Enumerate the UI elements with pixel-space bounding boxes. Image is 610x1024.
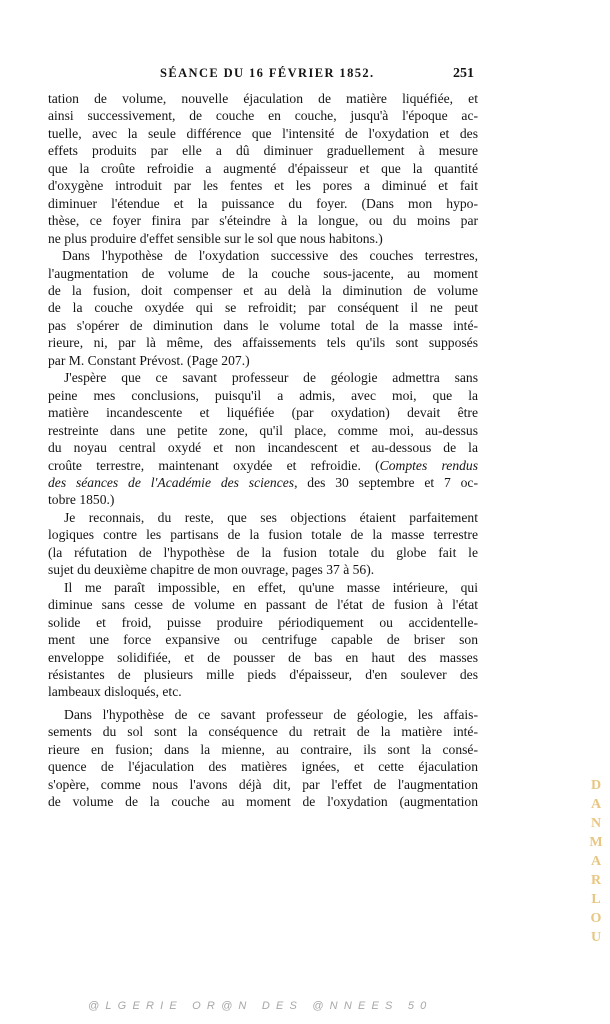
text-line: J'espère que ce savant professeur de géologie admettra sans xyxy=(64,370,478,386)
paragraph-2 xyxy=(48,247,478,369)
side-watermark-letter: A xyxy=(590,854,602,869)
text-line: diminue sans cesse de volume en passant de l'état de fusion à l'état xyxy=(48,597,478,613)
text-line: du noyau central oxydé et non incandescent et au-dessous de la xyxy=(48,440,478,456)
text-line: logiques contre les partisans de la fusion totale de la masse terrestre xyxy=(48,527,478,543)
paragraph-3 xyxy=(48,369,478,509)
text-line: thèse, ce foyer finira par s'éteindre à la longue, ou du moins par xyxy=(48,213,478,229)
side-watermark-letter: U xyxy=(590,930,602,945)
paragraph-6 xyxy=(48,706,478,811)
text-line: de volume de la couche au moment de l'oxydation (augmentation xyxy=(48,794,478,810)
text-line: de la couche oxydée qui se refroidit; par conséquent il ne peut xyxy=(48,300,478,316)
side-watermark-letter: O xyxy=(590,911,602,926)
page-header xyxy=(50,66,478,84)
text-line: l'augmentation de volume de la couche sous-jacente, au moment xyxy=(48,265,478,281)
text-line: effets produits par elle a dû diminuer graduellement à mesure xyxy=(48,143,478,159)
text-segment: , des 30 septembre et 7 oc- xyxy=(294,474,478,490)
text-line: pas s'opérer de diminution dans le volume total de la masse inté- xyxy=(48,317,478,333)
side-watermark-letter: N xyxy=(590,816,602,831)
text-line: résistantes de plusieurs mille pieds d'épaisseur, d'en soulever des xyxy=(48,666,478,682)
text-line: rieure, ni, par là même, des affaissements tels qu'ils sont supposés xyxy=(48,335,478,351)
text-line: par M. Constant Prévost. (Page 207.) xyxy=(48,352,250,368)
citation-italic: Comptes rendus xyxy=(379,457,478,473)
paragraph-1 xyxy=(48,90,478,247)
text-line: peine mes conclusions, puisqu'il a admis, avec moi, que la xyxy=(48,387,478,403)
text-line: tobre 1850.) xyxy=(48,492,115,508)
side-watermark-letter: D xyxy=(590,778,602,793)
text-line-with-citation xyxy=(48,474,478,491)
text-line: enveloppe solidifiée, et de pousser de bas en haut des masses xyxy=(48,649,478,665)
text-line: s'opère, comme nous l'avons déjà dit, par l'effet de l'augmentation xyxy=(48,776,478,792)
side-watermark xyxy=(588,776,604,947)
text-line: tuelle, avec la seule différence que l'intensité de l'oxydation et des xyxy=(48,125,478,141)
citation-italic: des séances de l'Académie des sciences xyxy=(48,474,295,490)
side-watermark-letter: L xyxy=(591,892,601,907)
text-line: quence de l'éjaculation des matières ignées, et cette éjaculation xyxy=(48,759,478,775)
running-title: SÉANCE DU 16 FÉVRIER 1852. xyxy=(160,66,375,80)
text-line: de la fusion, doit compenser et au delà la diminution de volume xyxy=(48,282,478,298)
side-watermark-letter: A xyxy=(590,797,602,812)
body-text xyxy=(48,90,478,811)
text-line: lambeaux disloqués, etc. xyxy=(48,684,182,700)
text-line: sujet du deuxième chapitre de mon ouvrage, pages 37 à 56). xyxy=(48,562,375,578)
text-line: Dans l'hypothèse de l'oxydation successive des couches terrestres, xyxy=(62,248,478,264)
text-line: restreinte dans une petite zone, qu'il place, comme moi, au-dessus xyxy=(48,422,478,438)
text-line: tation de volume, nouvelle éjaculation de matière liquéfiée, et xyxy=(48,91,478,106)
text-line: solide et froid, puisse produire périodiquement ou accidentelle- xyxy=(48,614,478,630)
paragraph-5 xyxy=(48,579,478,701)
page-number: 251 xyxy=(453,66,474,81)
text-line: ainsi successivement, de couche en couche, jusqu'à l'époque ac- xyxy=(48,108,478,124)
text-line: que la croûte refroidie a augmenté d'épaisseur et que la quantité xyxy=(48,160,478,176)
text-line: Dans l'hypothèse de ce savant professeur de géologie, les affais- xyxy=(64,706,478,722)
text-line-with-citation xyxy=(48,457,478,474)
text-segment: croûte terrestre, maintenant oxydée et refroidie. ( xyxy=(48,457,380,473)
bottom-watermark: @LGERIE OR@N DES @NNEES 50 xyxy=(88,1000,433,1012)
text-line: matière incandescente et liquéfiée (par oxydation) devait être xyxy=(48,405,478,421)
text-line: sements du sol sont la conséquence du retrait de la matière inté- xyxy=(48,724,478,740)
text-line: rieure en fusion; dans la mienne, au contraire, ils sont la consé- xyxy=(48,741,478,757)
text-line: diminuer l'étendue et la puissance du foyer. (Dans mon hypo- xyxy=(48,195,478,211)
text-line: ne plus produire d'effet sensible sur le sol que nous habitons.) xyxy=(48,230,383,246)
paragraph-4 xyxy=(48,509,478,579)
text-line: Je reconnais, du reste, que ses objections étaient parfaitement xyxy=(64,509,478,525)
text-line: d'oxygène introduit par les fentes et les pores a diminué et fait xyxy=(48,178,478,194)
text-line: Il me paraît impossible, en effet, qu'une masse intérieure, qui xyxy=(64,579,478,595)
side-watermark-letter: R xyxy=(590,873,602,888)
side-watermark-letter: M xyxy=(589,835,603,850)
text-line: ment une force expansive ou centrifuge capable de briser son xyxy=(48,632,478,648)
text-line: (la réfutation de l'hypothèse de la fusion totale du globe fait le xyxy=(48,544,478,560)
